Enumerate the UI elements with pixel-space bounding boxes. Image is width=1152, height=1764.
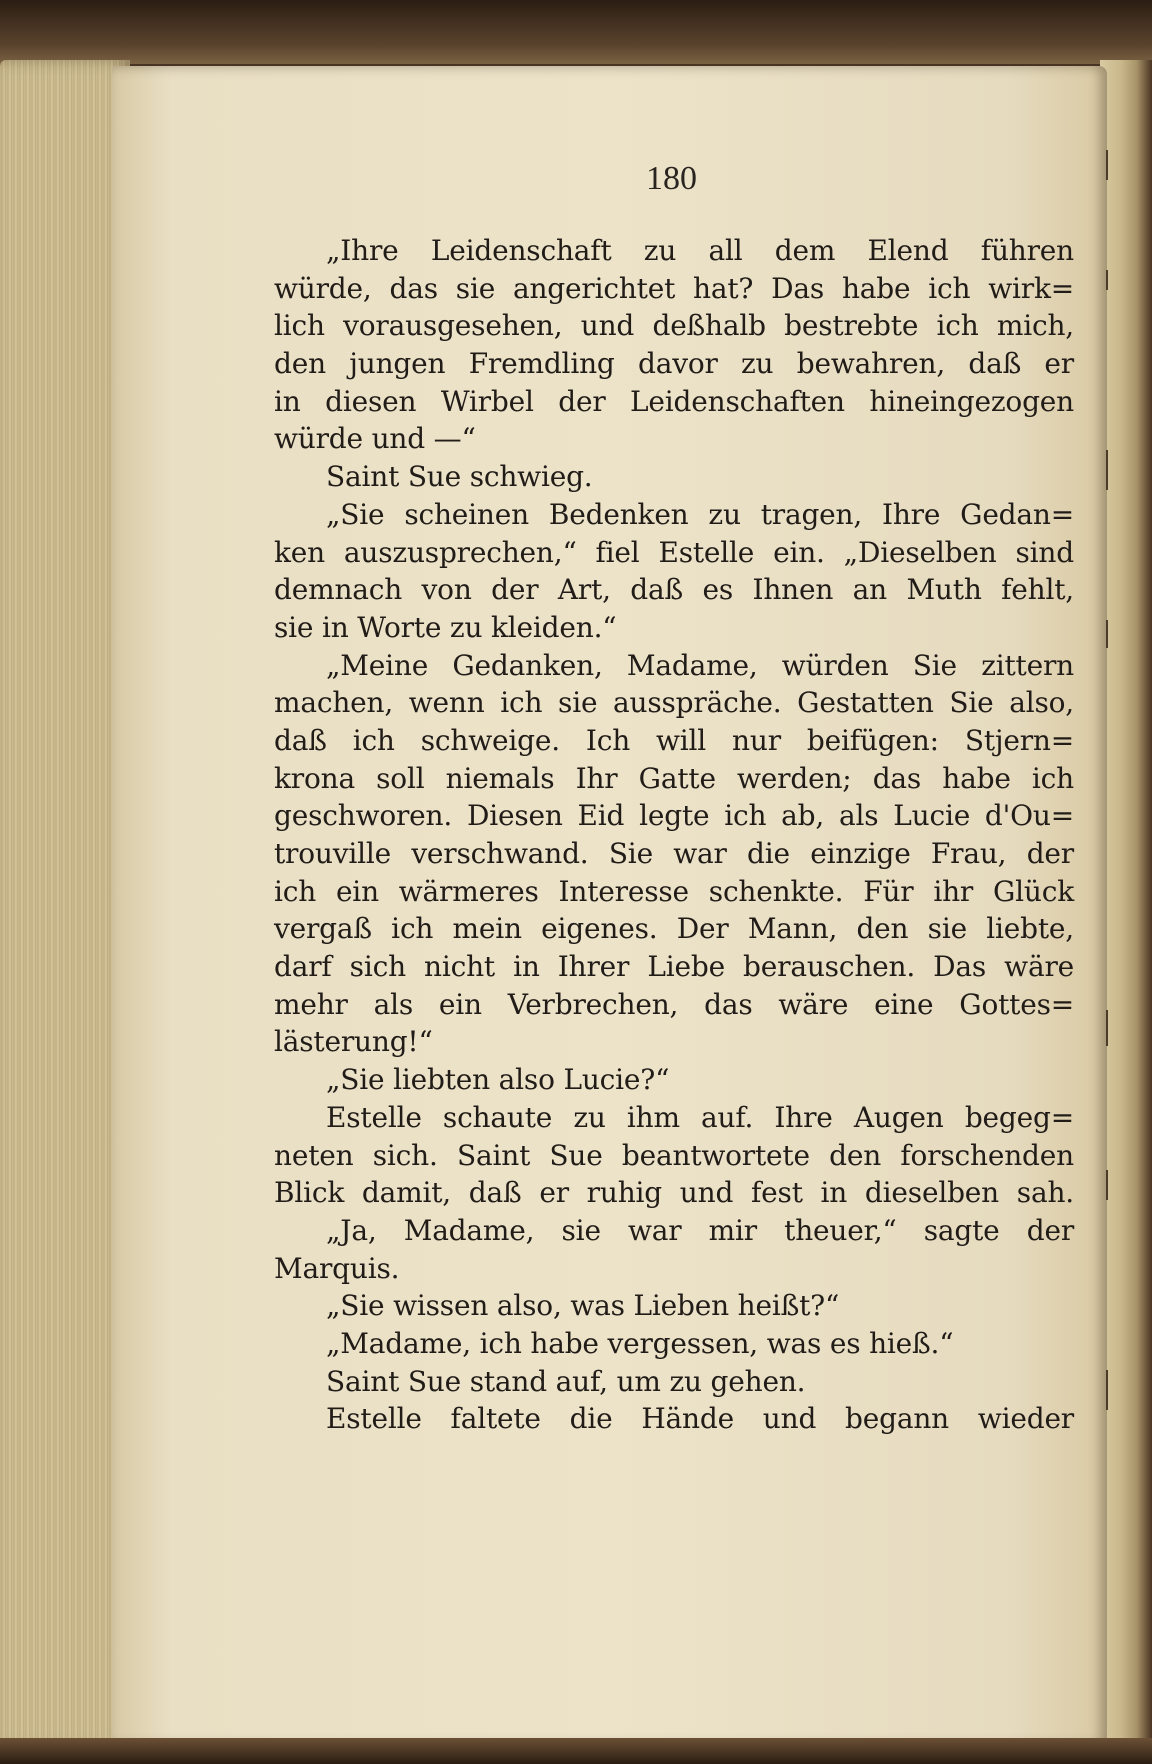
text-line: Estelle faltete die Hände und begann wieder [326,1402,1074,1436]
text-line: vergaß ich mein eigenes. Der Mann, den sie liebte, [274,912,1074,946]
text-line: Blick damit, daß er ruhig und fest in dieselben sah. [274,1176,1074,1210]
text-line: trouville verschwand. Sie war die einzige Frau, der [274,837,1074,870]
text-line: Estelle schaute zu ihm auf. Ihre Augen begeg= [326,1100,1074,1134]
text-line: in diesen Wirbel der Leidenschaften hineingezogen [274,384,1074,418]
text-line: krona soll niemals Ihr Gatte werden; das habe ich [274,761,1074,795]
text-line: „Sie wissen also, was Lieben heißt?“ [326,1289,840,1323]
text-line: „Sie scheinen Bedenken zu tragen, Ihre Gedan= [326,497,1074,531]
text-line: daß ich schweige. Ich will nur beifügen: Stjern= [274,723,1074,757]
text-line: sie in Worte zu kleiden.“ [274,610,617,644]
text-line: würde, das sie angerichtet hat? Das habe ich wirk= [274,271,1074,305]
text-line: ich ein wärmeres Interesse schenkte. Für ihr Glück [274,874,1074,908]
text-line: ken auszusprechen,“ fiel Estelle ein. „Dieselben sind [274,535,1074,569]
text-line: mehr als ein Verbrechen, das wäre eine Gottes= [274,987,1074,1021]
text-line: lich vorausgesehen, und deßhalb bestrebte ich mich, [274,309,1074,343]
book-cover-bottom [0,1738,1152,1764]
text-line: lästerung!“ [274,1025,433,1059]
text-line: geschworen. Diesen Eid legte ich ab, als Lucie d'Ou= [274,799,1074,833]
text-line: den jungen Fremdling davor zu bewahren, daß er [274,347,1074,381]
page-stack-edges [0,60,130,1750]
page-number: 180 [646,160,697,197]
margin-marks [1104,150,1110,1550]
text-line: demnach von der Art, daß es Ihnen an Muth fehlt, [274,573,1074,607]
text-line: „Meine Gedanken, Madame, würden Sie zittern [326,648,1074,682]
book-cover-top [0,0,1152,64]
text-line: machen, wenn ich sie ausspräche. Gestatten Sie also, [274,686,1074,720]
text-line: „Ja, Madame, sie war mir theuer,“ sagte der [326,1213,1074,1247]
text-line: Saint Sue schwieg. [326,460,593,494]
text-line: Marquis. [274,1251,400,1285]
text-line: „Ihre Leidenschaft zu all dem Elend führen [326,234,1074,267]
text-line: würde und —“ [274,422,476,456]
text-line: darf sich nicht in Ihrer Liebe berauschen. Das wäre [274,950,1074,984]
text-line: „Madame, ich habe vergessen, was es hieß.“ [326,1326,954,1360]
page-text [274,232,1074,1438]
text-line: Saint Sue stand auf, um zu gehen. [326,1364,806,1398]
text-line: neten sich. Saint Sue beantwortete den forschenden [274,1138,1074,1172]
text-line: „Sie liebten also Lucie?“ [326,1063,670,1097]
